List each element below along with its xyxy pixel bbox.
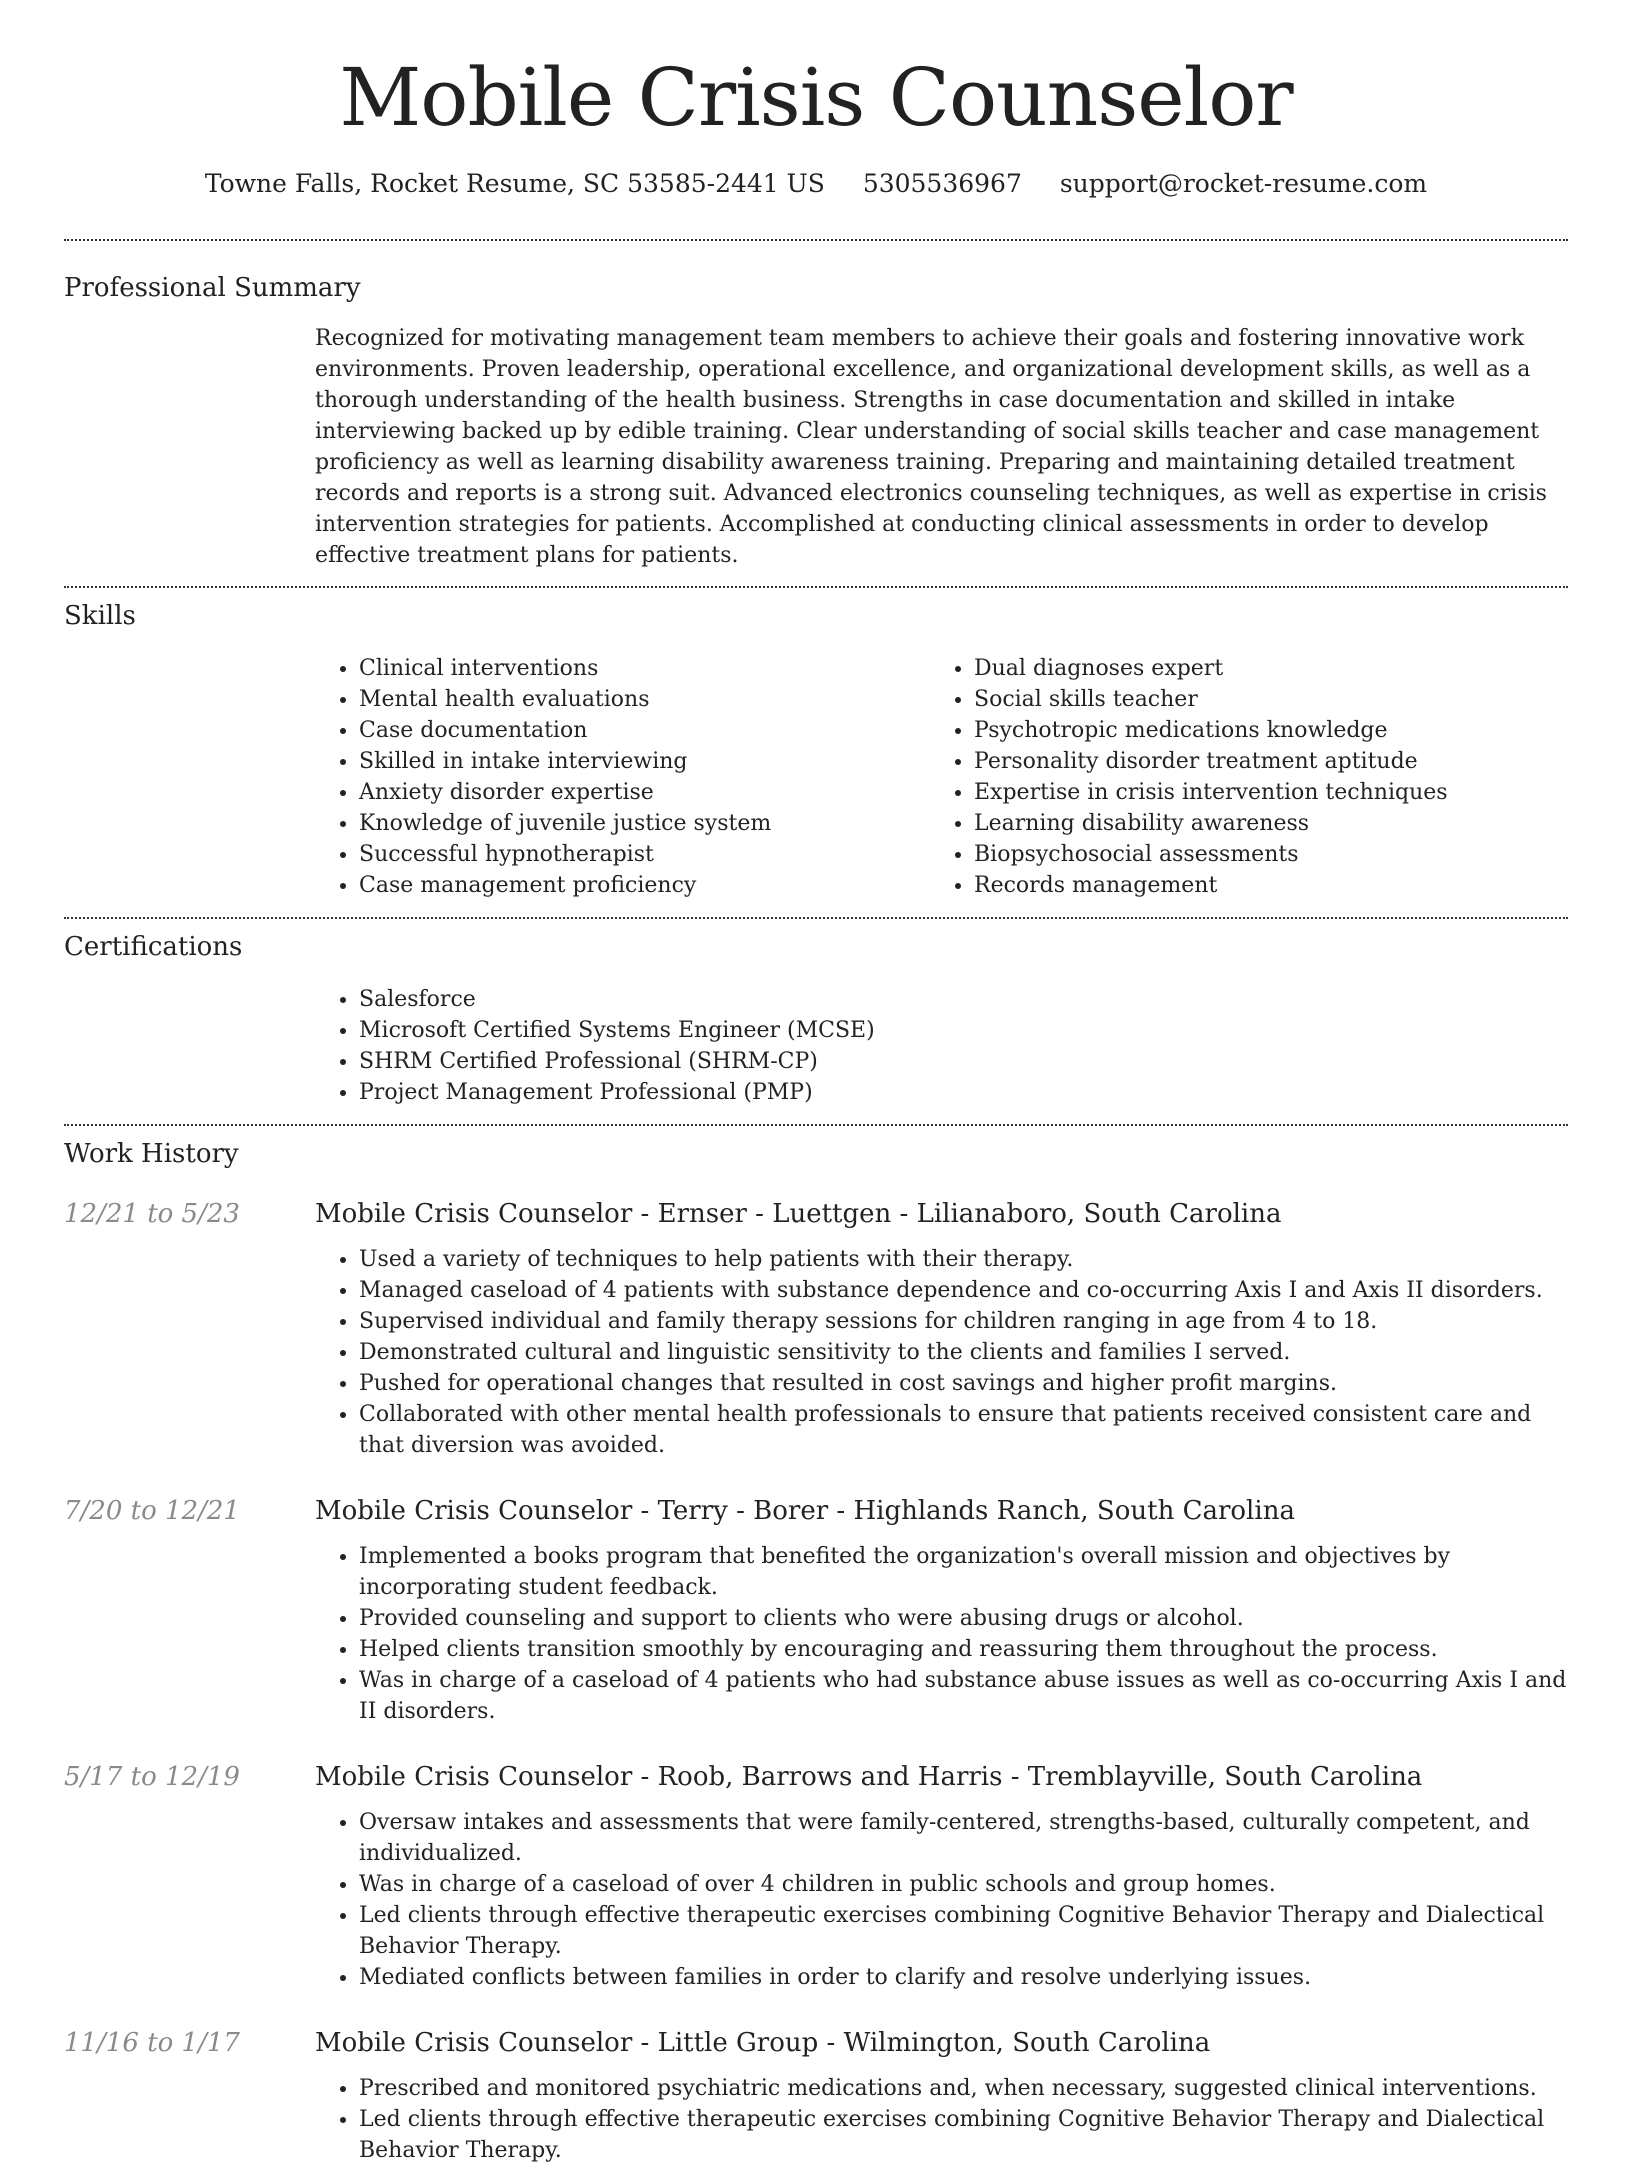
job-title: Mobile Crisis Counselor - Ernser - Luettgen - Lilianaboro, South Carolina: [315, 1199, 1282, 1229]
certifications-section: [64, 929, 1568, 1108]
job-title: Mobile Crisis Counselor - Terry - Borer - Highlands Ranch, South Carolina: [315, 1496, 1295, 1526]
job-dates: 7/20 to 12/21: [64, 1496, 240, 1526]
resume-page: [64, 0, 1568, 2166]
phone: 5305536967: [862, 169, 1022, 198]
job-bullet: • Demonstrated cultural and linguistic sensitivity to the clients and families I served.: [359, 1337, 1568, 1368]
job-dates: 12/21 to 5/23: [64, 1199, 240, 1229]
summary-text: Recognized for motivating management team members to achieve their goals and fostering innovative work environments. Proven leadership, operational excellence, and organizational development skills, as well as a thorough understanding of the health business. Strengths in case documentation and skilled in intake interviewing backed up by edible training. Clear understanding of social skills teacher and case management proficiency as well as learning disability awareness training. Preparing and maintaining detailed treatment records and reports is a strong suit. Advanced electronics counseling techniques, as well as expertise in crisis intervention strategies for patients. Accomplished at conducting clinical assessments in order to develop effective treatment plans for patients.: [315, 326, 1547, 568]
job-entry: [64, 1759, 1568, 1993]
job-entry: [64, 1196, 1568, 1461]
certification-item: • Salesforce: [359, 984, 1568, 1015]
job-bullet: • Mediated conflicts between families in order to clarify and resolve underlying issues.: [359, 1962, 1568, 1993]
job-bullet: • Supervised individual and family therapy sessions for children ranging in age from 4 to 18.: [359, 1306, 1568, 1337]
job-dates: 11/16 to 1/17: [64, 2028, 240, 2058]
job-bullet: • Led clients through effective therapeutic exercises combining Cognitive Behavior Therapy and Dialectical Behavior Therapy.: [359, 2104, 1568, 2166]
certifications-heading: Certifications: [64, 932, 243, 962]
skill-item: • Skilled in intake interviewing: [359, 746, 930, 777]
skills-list-left: [315, 653, 930, 901]
job-bullets: [315, 1541, 1568, 1727]
divider: [64, 1124, 1568, 1126]
skill-item: • Learning disability awareness: [974, 808, 1545, 839]
job-bullet: • Provided counseling and support to clients who were abusing drugs or alcohol.: [359, 1603, 1568, 1634]
candidate-name: Mobile Crisis Counselor: [339, 51, 1293, 144]
summary-section: [64, 270, 1568, 571]
job-bullet: • Collaborated with other mental health professionals to ensure that patients received consistent care and that diversion was avoided.: [359, 1399, 1568, 1461]
divider: [64, 239, 1568, 241]
skills-list-right: [930, 653, 1545, 901]
skill-item: • Records management: [974, 870, 1545, 901]
certification-item: • SHRM Certified Professional (SHRM-CP): [359, 1046, 1568, 1077]
job-dates: 5/17 to 12/19: [64, 1762, 240, 1792]
skill-item: • Personality disorder treatment aptitude: [974, 746, 1545, 777]
skill-item: • Dual diagnoses expert: [974, 653, 1545, 684]
divider: [64, 917, 1568, 919]
contact-line: [64, 166, 1568, 202]
job-bullet: • Pushed for operational changes that resulted in cost savings and higher profit margins.: [359, 1368, 1568, 1399]
job-bullets: [315, 2073, 1568, 2166]
job-bullet: • Managed caseload of 4 patients with substance dependence and co-occurring Axis I and Axis II disorders.: [359, 1275, 1568, 1306]
job-bullet: • Used a variety of techniques to help patients with their therapy.: [359, 1244, 1568, 1275]
certification-item: • Microsoft Certified Systems Engineer (MCSE): [359, 1015, 1568, 1046]
skill-item: • Case management proficiency: [359, 870, 930, 901]
skill-item: • Successful hypnotherapist: [359, 839, 930, 870]
job-bullets: [315, 1807, 1568, 1993]
job-bullet: • Helped clients transition smoothly by encouraging and reassuring them throughout the process.: [359, 1634, 1568, 1665]
work-history-heading: Work History: [64, 1139, 239, 1169]
work-history-section: [64, 1136, 1568, 2166]
job-entry: [64, 2025, 1568, 2166]
job-entry: [64, 1493, 1568, 1727]
divider: [64, 586, 1568, 588]
skills-columns: [315, 653, 1568, 901]
skill-item: • Anxiety disorder expertise: [359, 777, 930, 808]
skill-item: • Psychotropic medications knowledge: [974, 715, 1545, 746]
skill-item: • Biopsychosocial assessments: [974, 839, 1545, 870]
skills-section: [64, 598, 1568, 901]
email: support@rocket-resume.com: [1059, 169, 1428, 198]
skill-item: • Case documentation: [359, 715, 930, 746]
summary-heading: Professional Summary: [64, 273, 361, 303]
certifications-list: [315, 984, 1568, 1108]
skill-item: • Knowledge of juvenile justice system: [359, 808, 930, 839]
skill-item: • Expertise in crisis intervention techniques: [974, 777, 1545, 808]
address: Towne Falls, Rocket Resume, SC 53585-2441 US: [204, 169, 825, 198]
certification-item: • Project Management Professional (PMP): [359, 1077, 1568, 1108]
job-bullet: • Oversaw intakes and assessments that were family-centered, strengths-based, culturally competent, and individualized.: [359, 1807, 1568, 1869]
skill-item: • Social skills teacher: [974, 684, 1545, 715]
job-bullet: • Was in charge of a caseload of 4 patients who had substance abuse issues as well as co-occurring Axis I and II disorders.: [359, 1665, 1568, 1727]
job-bullet: • Led clients through effective therapeutic exercises combining Cognitive Behavior Therapy and Dialectical Behavior Therapy.: [359, 1900, 1568, 1962]
skill-item: • Mental health evaluations: [359, 684, 930, 715]
job-bullet: • Was in charge of a caseload of over 4 children in public schools and group homes.: [359, 1869, 1568, 1900]
job-bullet: • Prescribed and monitored psychiatric medications and, when necessary, suggested clinical interventions.: [359, 2073, 1568, 2104]
skills-heading: Skills: [64, 601, 136, 631]
job-title: Mobile Crisis Counselor - Roob, Barrows and Harris - Tremblayville, South Carolina: [315, 1762, 1423, 1792]
job-bullets: [315, 1244, 1568, 1461]
job-bullet: • Implemented a books program that benefited the organization's overall mission and objectives by incorporating student feedback.: [359, 1541, 1568, 1603]
job-title: Mobile Crisis Counselor - Little Group - Wilmington, South Carolina: [315, 2028, 1211, 2058]
skill-item: • Clinical interventions: [359, 653, 930, 684]
